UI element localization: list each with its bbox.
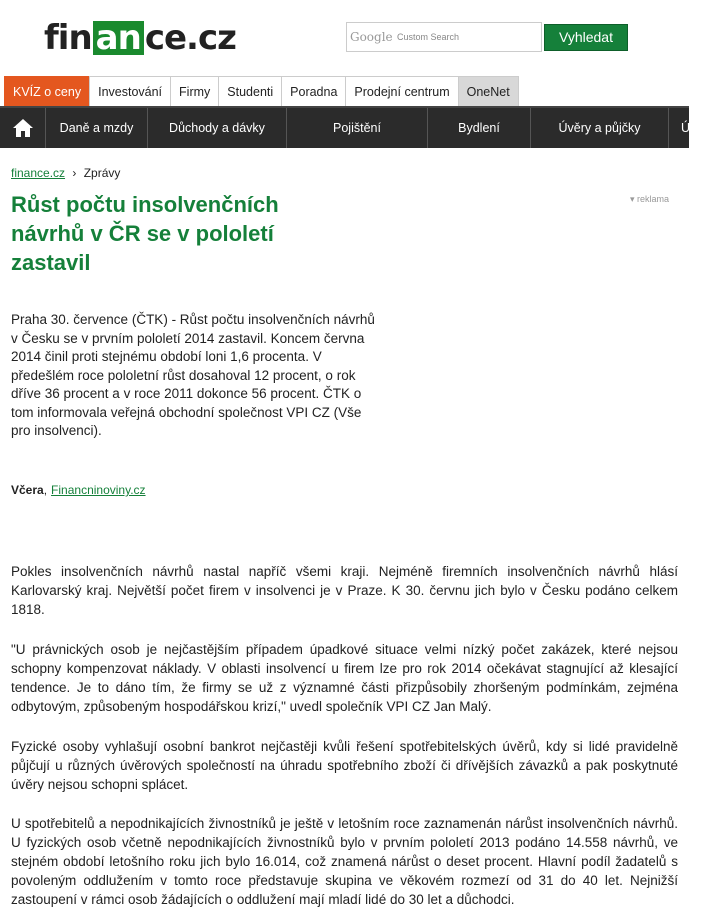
main-navigation [0,106,689,148]
site-logo[interactable] [44,18,236,58]
tab-firmy[interactable]: Firmy [170,76,219,106]
article-paragraph: U spotřebitelů a nepodnikajících živnostníků je ještě v letošním roce zaznamenán nárůst insolvenčních návrhů. U fyzických osob včetně nepodnikajících živnostníků bylo v prvním pololetí 2013 podáno 14.558 návrhů, ve stejném období letošního roku jich bylo 16.014, což znamená nárůst o deset procent. Hlavní podíl žadatelů s povoleným oddlužením v tomto roce představuje skupina ve věkovém rozmezí od 31 do 40 let. Nejnižší zastoupení v rámci osob žádajících o oddlužení mají mladí lidé do 30 let a důchodci. [11,816,678,907]
search-placeholder: Custom Search [397,32,460,42]
article-perex: Praha 30. července (ČTK) - Růst počtu insolvenčních návrhů v Česku se v prvním pololetí 2014 zastavil. Koncem června 2014 činil proti stejnému období loni 1,6 procenta. V předešlém roce pololetní růst dosahoval 12 procent, o rok dříve 36 procent a v roce 2011 dokonce 56 procent. ČTK o tom informovala veřejná obchodní společnost VPI CZ (Vše pro insolvenci). [11,312,375,438]
article-date: Včera [11,483,44,497]
article-title: Růst počtu insolvenčních návrhů v ČR se v pololetí zastavil [11,192,279,275]
logo-text-end: ce.cz [144,18,236,58]
tab-studenti[interactable]: Studenti [218,76,282,106]
ad-label: ▾ reklama [630,194,670,204]
article-paragraph: "U právnických osob je nejčastějším případem úpadkové situace velmi nízký počet zakázek, které nejsou schopny kompenzovat náklady. V oblasti insolvencí u firem lze pro rok 2014 očekávat stagnující až klesající tendence. Je to dáno tím, že firmy se už z významné části přizpůsobily zhoršeným podmínkám, zejména odbytovým, způsobeným hospodářskou krizí," uvedl společník VPI CZ Jan Malý. [11,642,678,714]
breadcrumb-separator: › [72,166,77,180]
tab-onenet[interactable]: OneNet [458,76,519,106]
nav-duchody-a-davky[interactable]: Důchody a dávky [148,108,287,148]
breadcrumb [11,166,120,180]
nav-pojisteni[interactable]: Pojištění [287,108,428,148]
search-button[interactable]: Vyhledat [544,24,628,51]
home-button[interactable] [0,108,46,148]
tab-poradna[interactable]: Poradna [281,76,346,106]
google-brand-label: Google [350,30,393,44]
logo-text-start: fin [44,18,92,58]
article-paragraph: Fyzické osoby vyhlašují osobní bankrot nejčastěji kvůli řešení spotřebitelských úvěrů, kdy si lidé pravidelně půjčují u různých úvěrových společností na úhradu spotřebního zboží či dřívějších závazků a pak poskytnuté úvěry nejsou schopni splácet. [11,739,678,792]
article-source: Včera, Financninoviny.cz [11,483,146,497]
tab-prodejni-centrum[interactable]: Prodejní centrum [345,76,458,106]
nav-uvery-a-pujcky[interactable]: Úvěry a půjčky [531,108,669,148]
breadcrumb-home-link[interactable]: finance.cz [11,166,66,180]
search-input[interactable] [346,22,542,52]
breadcrumb-current: Zprávy [83,166,121,180]
tab-kviz[interactable]: KVÍZ o ceny [4,76,90,106]
nav-bydleni[interactable]: Bydlení [428,108,531,148]
source-link[interactable]: Financninoviny.cz [51,483,146,497]
home-icon [12,118,34,138]
nav-dane-a-mzdy[interactable]: Daně a mzdy [46,108,148,148]
top-navigation [4,76,518,106]
logo-highlight: an [93,21,144,55]
article-paragraph: Pokles insolvenčních návrhů nastal napříč všemi kraji. Nejméně firemních insolvenčních návrhů hlásí Karlovarský kraj. Největší počet firem v insolvenci je v Praze. K 30. červnu jich bylo v Česku podáno celkem 1818. [11,564,678,617]
tab-investovani[interactable]: Investování [89,76,171,106]
nav-more[interactable]: Ú [681,121,691,135]
